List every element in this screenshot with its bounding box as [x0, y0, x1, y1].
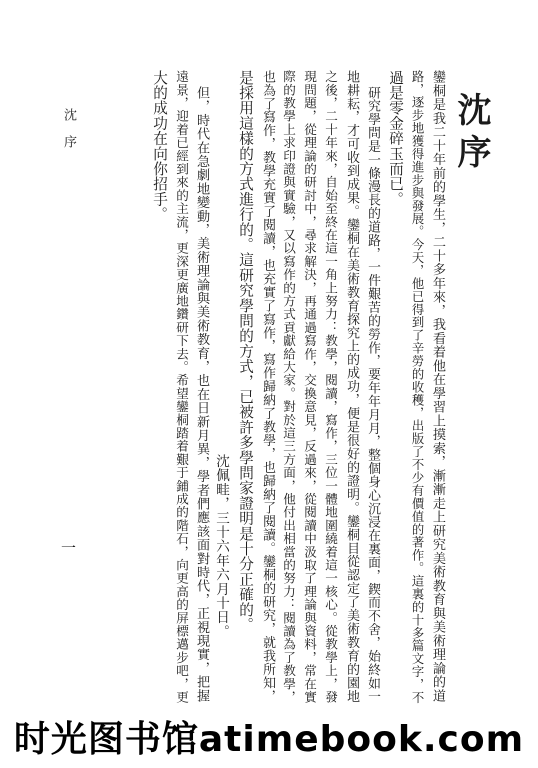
text-column: 研究學問是一條漫長的道路，一件艱苦的勞作，要年年月月，整個身心沉浸在裏面，鍥而不舍，始終如一	[365, 86, 380, 704]
running-head: 沈序	[61, 108, 76, 162]
preface-title: 沈序	[451, 92, 491, 176]
text-column: 也為了寫作，教學充實了閱讀，也充實了寫作，寫作歸納了教學，也歸納了閱讀。鑾桐的研究，就我所知，	[260, 70, 275, 704]
text-column: 過是零金碎玉而已。	[387, 70, 404, 207]
text-column: 鑾桐是我二十年前的學生，二十多年來，我看着他在學習上摸索，漸漸走上研究美術教育與美術理論的道	[430, 70, 445, 703]
page-number: 一	[59, 540, 77, 555]
text-column: 但，時代在急劇地變動，美術理論與美術教育，也在日新月異，學者們應該面對時代，正視現實，把握	[194, 86, 209, 703]
text-column: 地耕耘，才可收到成果。鑾桐在美術教育探究上的成功，便是很好的證明。鑾桐目從認定了美術教育的園地	[344, 70, 359, 704]
watermark-banner: 时光图书馆atimebook.com	[13, 719, 525, 760]
text-column: 大的成功在向你招手。	[151, 70, 168, 222]
text-column: 遠景，迎着已經到來的主流，更深更廣地鑽研下去。希望鑾桐踏着艱于鋪成的階石，向更高的屏標邁步吧，更	[174, 70, 189, 704]
text-column: 之後，二十年來，自始至終在這一角上努力：教學，閱讀，寫作，三位一體地圍繞着這一核心。從教學上，發	[323, 70, 338, 704]
text-column: 是採用這樣的方式進行的。這研究學問的方式，已被許多學問家證明是十分正確的。	[237, 70, 254, 633]
author-signature: 沈佩畦，三十六年六月十日。	[213, 454, 229, 639]
text-column: 路，逐步地獲得進步與發展。今天，他已得到了辛勞的收穫，出版了不少有價值的著作。這裏的十多篇文字，不	[410, 70, 424, 705]
text-column: 際的教學上求印證與實驗，又以寫作的方式貢獻給大家。對於這三方面，他付出相當的努力：閱讀為了教學，	[281, 70, 296, 704]
text-column: 現問題，從理論的研討中，尋求解決，再通過寫作，交換意見，反過來，從閱讀中汲取了理論與資料，常在實	[302, 70, 317, 704]
